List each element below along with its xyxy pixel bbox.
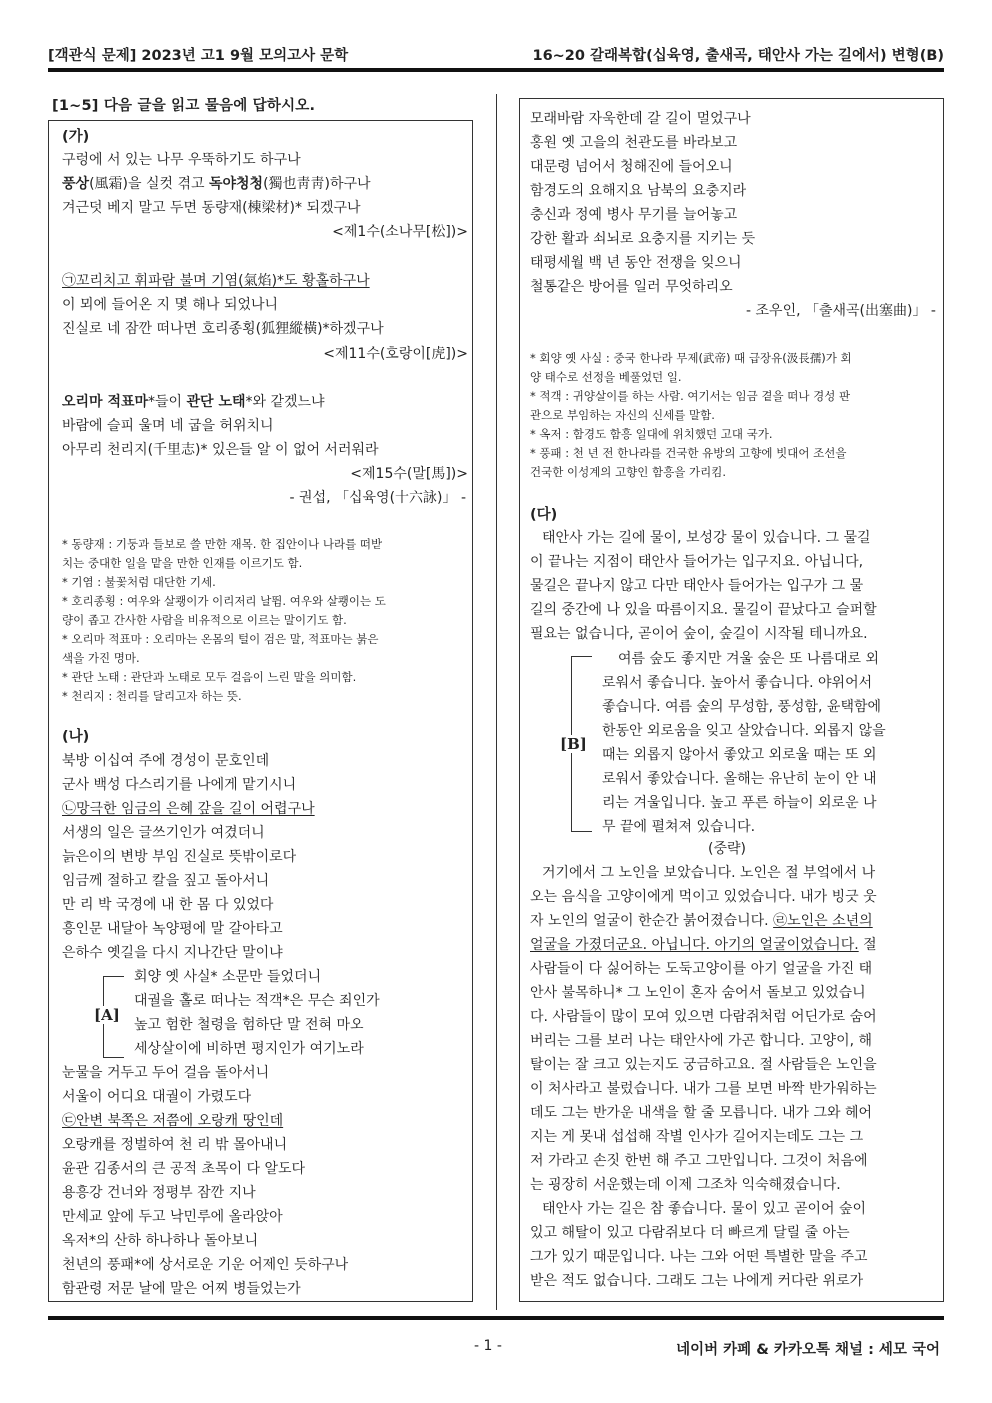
- poem-line: 이 뫼에 들어온 지 몇 해나 되었나니: [62, 297, 279, 313]
- footnote: * 풍패 : 천 년 전 한나라를 건국한 유방의 고향에 빗대어 조선을: [530, 446, 847, 460]
- footnote: 색을 가진 명마.: [62, 651, 140, 665]
- passage-ga-label: (가): [62, 129, 90, 145]
- poem-line: 모래바람 자욱한데 갈 길이 멀었구나: [530, 111, 751, 127]
- footnote: * 오리마 적표마 : 오리마는 온몸의 털이 검은 말, 적표마는 붉은: [62, 632, 379, 646]
- poem-line: 오리마 적표마*들이 관단 노태*와 같겠느냐: [62, 394, 325, 410]
- prose-line: 오는 음식을 고양이에게 먹이고 있었습니다. 내가 빙긋 웃: [530, 889, 877, 905]
- poem-line: 구렁에 서 있는 나무 우뚝하기도 하구나: [62, 152, 301, 168]
- poem-line: 함경도의 요해지요 남북의 요충지라: [530, 183, 747, 199]
- prose-line: 좋습니다. 여름 숲의 무성함, 풍성함, 윤택함에: [602, 699, 882, 715]
- footer-brand: 네이버 카페 & 카카오톡 채널 : 세모 국어: [676, 1342, 940, 1358]
- footnote: 치는 중대한 일을 맡을 만한 인재를 이르기도 함.: [62, 556, 303, 570]
- poem-line: 회양 옛 사실* 소문만 들었더니: [134, 969, 322, 985]
- poem-line: 태평세월 백 년 동안 전쟁을 잊으니: [530, 255, 742, 271]
- poem-line: 천년의 풍패*에 상서로운 기운 어제인 듯하구나: [62, 1257, 349, 1273]
- prose-line: 이 처사라고 불렀습니다. 내가 그를 보면 바짝 반가워하는: [530, 1081, 877, 1097]
- instruction: [1~5] 다음 글을 읽고 물음에 답하시오.: [52, 98, 316, 114]
- prose-line: 안사 불목하니* 그 노인이 혼자 숨어서 돌보고 있었습니: [530, 985, 866, 1001]
- stanza-source: <제15수(말[馬])>: [350, 466, 468, 482]
- prose-line: 여름 숲도 좋지만 겨울 숲은 또 나름대로 외: [618, 651, 880, 667]
- poem-line: 오랑캐를 정벌하여 천 리 밖 몰아내니: [62, 1137, 288, 1153]
- prose-line: 길의 중간에 나 있을 따름이지요. 물길이 끝났다고 슬퍼할: [530, 602, 877, 618]
- stanza-source: <제11수(호랑이[虎])>: [323, 346, 468, 362]
- prose-line: 다. 사람들이 많이 모여 있으면 다람쥐처럼 어딘가로 숨어: [530, 1009, 877, 1025]
- header-section-title: 16~20 갈래복합(십육영, 출새곡, 태안사 가는 길에서) 변형(B): [532, 48, 944, 64]
- poem-line: 대궐을 홀로 떠나는 적객*은 무슨 죄인가: [134, 993, 380, 1009]
- prose-line: 있고 해탈이 있고 다람쥐보다 더 빠르게 달릴 줄 아는: [530, 1225, 850, 1241]
- poem-line: 바람에 슬피 울며 네 굽을 허위치니: [62, 418, 274, 434]
- column-divider: [496, 94, 497, 1310]
- prose-line: 탈이는 잘 크고 있는지도 궁금하고요. 절 사람들은 노인을: [530, 1057, 877, 1073]
- footnote: * 기염 : 불꽃처럼 대단한 기세.: [62, 575, 216, 589]
- prose-line: 이 끝나는 지점이 태안사 들어가는 입구지요. 아닙니다,: [530, 554, 864, 570]
- header-exam-title: [객관식 문제] 2023년 고1 9월 모의고사 문학: [48, 48, 349, 64]
- poem-line: 늙은이의 변방 부임 진실로 뜻밖이로다: [62, 849, 297, 865]
- top-rule: [48, 68, 944, 72]
- prose-line: 그가 있기 때문입니다. 나는 그와 어떤 특별한 말을 주고: [530, 1249, 868, 1265]
- bracket-a-label: [A]: [94, 1006, 120, 1024]
- prose-line: 받은 적도 없습니다. 그래도 그는 나에게 커다란 위로가: [530, 1273, 864, 1289]
- footnote: * 관단 노태 : 관단과 노태로 모두 걸음이 느린 말을 의미함.: [62, 670, 357, 684]
- footnote: * 적객 : 귀양살이를 하는 사람. 여기서는 임금 곁을 떠나 경성 판: [530, 389, 851, 403]
- prose-line: 데도 그는 반가운 내색을 할 줄 모릅니다. 내가 그와 헤어: [530, 1105, 873, 1121]
- poem-line: 세상살이에 비하면 평지인가 여기노라: [134, 1041, 364, 1057]
- footnote: 양 태수로 선정을 베풀었던 일.: [530, 370, 682, 384]
- prose-line: 무 끝에 펼쳐져 있습니다.: [602, 819, 756, 835]
- poem-line: 군사 백성 다스리기를 나에게 맡기시니: [62, 777, 297, 793]
- page-number: - 1 -: [474, 1338, 502, 1354]
- prose-line: 거기에서 그 노인을 보았습니다. 노인은 절 부엌에서 나: [542, 865, 876, 881]
- author-credit: - 조우인, 「출새곡(出塞曲)」 -: [746, 303, 936, 319]
- poem-line-underlined: ㉠꼬리치고 휘파람 불며 기염(氣焰)*도 황홀하구나: [62, 273, 370, 289]
- footnote: * 호리종횡 : 여우와 살쾡이가 이리저리 날뜀. 여우와 살쾡이는 도: [62, 594, 386, 608]
- passage-da-label: (다): [530, 507, 558, 523]
- poem-line: 철통같은 방어를 일러 무엇하리오: [530, 279, 733, 295]
- bottom-rule: [48, 1316, 944, 1320]
- poem-line: 풍상(風霜)을 실컷 겪고 독야청청(獨也靑靑)하구나: [62, 176, 371, 192]
- poem-line: 옥저*의 산하 하나하나 돌아보니: [62, 1233, 259, 1249]
- prose-line: 버리는 그를 보러 나는 태안사에 가곤 합니다. 고양이, 해: [530, 1033, 873, 1049]
- poem-line: 서울이 어디요 대궐이 가렸도다: [62, 1089, 252, 1105]
- poem-line-underlined: ㉢안변 북쪽은 저쯤에 오랑캐 땅인데: [62, 1113, 284, 1129]
- poem-line: 강한 활과 쇠뇌로 요충지를 지키는 듯: [530, 231, 756, 247]
- prose-line: 물길은 끝나지 않고 다만 태안사 들어가는 입구가 그 물: [530, 578, 864, 594]
- poem-line: 충신과 정예 병사 무기를 늘어놓고: [530, 207, 738, 223]
- poem-line: 아무리 천리지(千里志)* 있은들 알 이 없어 서러워라: [62, 442, 379, 458]
- prose-line: 태안사 가는 길은 참 좋습니다. 물이 있고 곧이어 숲이: [542, 1201, 867, 1217]
- prose-line: 리는 겨울입니다. 높고 푸른 하늘이 외로운 나: [602, 795, 877, 811]
- prose-line: 지는 게 못내 섭섭해 작별 인사가 길어지는데도 그는 그: [530, 1129, 864, 1145]
- prose-line: 자 노인의 얼굴이 한순간 붉어졌습니다. ㉣노인은 소년의: [530, 913, 873, 929]
- footnote: 건국한 이성계의 고향인 함흥을 가리킴.: [530, 465, 727, 479]
- poem-line: 임금께 절하고 칼을 짚고 돌아서니: [62, 873, 270, 889]
- poem-line: 윤관 김종서의 큰 공적 초목이 다 알도다: [62, 1161, 306, 1177]
- footnote: * 천리지 : 천리를 달리고자 하는 뜻.: [62, 689, 242, 703]
- omission-mark: (중략): [708, 841, 746, 857]
- footnote: 량이 좁고 간사한 사람을 비유적으로 이르는 말이기도 함.: [62, 613, 347, 627]
- poem-line: 눈물을 거두고 두어 걸음 돌아서니: [62, 1065, 270, 1081]
- poem-line-underlined: ㉡망극한 임금의 은혜 갚을 길이 어렵구나: [62, 801, 315, 817]
- stanza-source: <제1수(소나무[松])>: [332, 224, 468, 240]
- poem-line: 겨근덧 베지 말고 두면 동량재(棟梁材)* 되겠구나: [62, 200, 361, 216]
- poem-line: 함관령 저문 날에 말은 어찌 병들었는가: [62, 1281, 301, 1297]
- passage-na-label: (나): [62, 729, 90, 745]
- poem-line: 은하수 옛길을 다시 지나간단 말이냐: [62, 945, 283, 961]
- footnote: 관으로 부임하는 자신의 신세를 말함.: [530, 408, 715, 422]
- poem-line: 만 리 박 국경에 내 한 몸 다 있었다: [62, 897, 274, 913]
- poem-line: 대문령 넘어서 청해진에 들어오니: [530, 159, 733, 175]
- poem-line: 진실로 네 잠깐 떠나면 호리종횡(狐狸縱橫)*하겠구나: [62, 321, 384, 337]
- prose-line: 사람들이 다 싫어하는 도둑고양이를 아기 얼굴을 가진 태: [530, 961, 873, 977]
- prose-line: 로워서 좋았습니다. 올해는 유난히 눈이 안 내: [602, 771, 877, 787]
- poem-line: 만세교 앞에 두고 낙민루에 올라앉아: [62, 1209, 283, 1225]
- prose-line: 얼굴을 가졌더군요. 아닙니다. 아기의 얼굴이었습니다. 절: [530, 937, 877, 953]
- prose-line: 저 가라고 손짓 한번 해 주고 그만입니다. 그것이 처음에: [530, 1153, 868, 1169]
- poem-line: 용흥강 건너와 정평부 잠깐 지나: [62, 1185, 256, 1201]
- prose-line: 필요는 없습니다, 곧이어 숲이, 숲길이 시작될 테니까요.: [530, 626, 868, 642]
- prose-line: 한동안 외로움을 잊고 살았습니다. 외롭지 않을: [602, 723, 886, 739]
- prose-line: 때는 외롭지 않아서 좋았고 외로울 때는 또 외: [602, 747, 877, 763]
- poem-line: 북방 이십여 주에 경성이 문호인데: [62, 753, 270, 769]
- poem-line: 홍원 옛 고을의 천관도를 바라보고: [530, 135, 738, 151]
- footnote: * 옥저 : 함경도 함흥 일대에 위치했던 고대 국가.: [530, 427, 773, 441]
- bracket-b-label: [B]: [560, 735, 587, 753]
- prose-line: 로워서 좋습니다. 높아서 좋습니다. 야위어서: [602, 675, 873, 691]
- prose-line: 태안사 가는 길에 물이, 보성강 물이 있습니다. 그 물길: [542, 530, 871, 546]
- footnote: * 동량재 : 기둥과 들보로 쓸 만한 재목. 한 집안이나 나라를 떠받: [62, 537, 383, 551]
- poem-line: 흥인문 내달아 녹양평에 말 갈아타고: [62, 921, 283, 937]
- footnote: * 회양 옛 사실 : 중국 한나라 무제(武帝) 때 급장유(汲長孺)가 회: [530, 351, 852, 365]
- page-header: [48, 44, 944, 66]
- poem-line: 서생의 일은 글쓰기인가 여겼더니: [62, 825, 265, 841]
- poem-line: 높고 험한 철령을 험하단 말 전혀 마오: [134, 1017, 364, 1033]
- author-credit: - 권섭, 「십육영(十六詠)」 -: [289, 490, 466, 506]
- prose-line: 는 굉장히 서운했는데 이제 그조차 익숙해졌습니다.: [530, 1177, 841, 1193]
